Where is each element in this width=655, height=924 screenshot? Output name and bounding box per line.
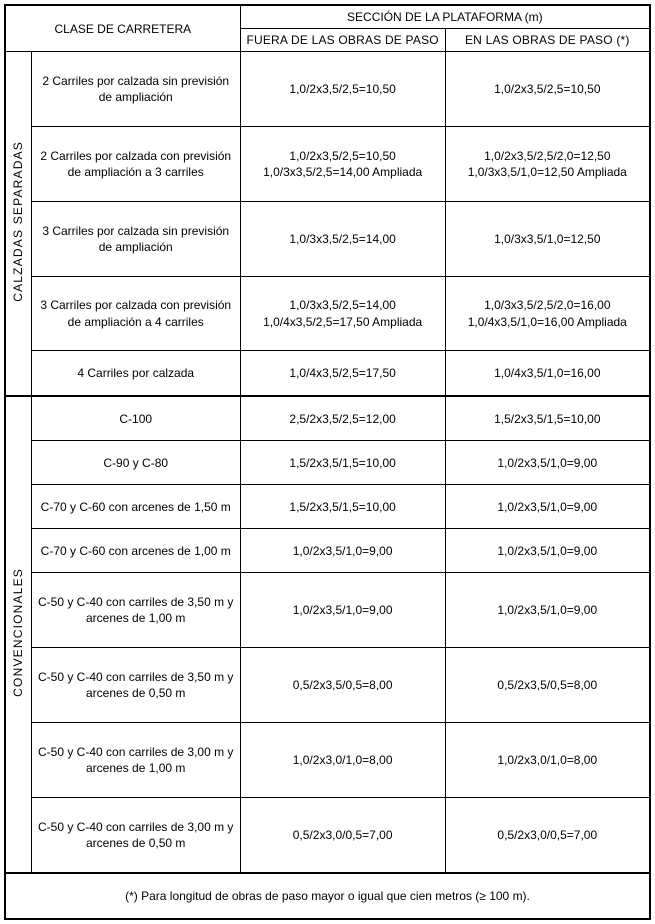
value-line: 1,0/2x3,5/1,0=9,00 bbox=[292, 603, 393, 618]
table-row bbox=[5, 485, 650, 529]
value-line: 1,0/2x3,0/1,0=8,00 bbox=[292, 752, 393, 767]
row-fuera bbox=[240, 396, 445, 441]
value-line: 1,0/2x3,5/2,5/2,0=12,50 bbox=[484, 148, 611, 163]
row-obras bbox=[445, 529, 650, 573]
table-row bbox=[5, 351, 650, 396]
value-line: 1,0/2x3,5/1,0=9,00 bbox=[497, 603, 598, 618]
table-row bbox=[5, 201, 650, 276]
row-class: 2 Carriles por calzada sin previsión de ampliación bbox=[31, 52, 240, 127]
value-line: 1,0/4x3,5/2,5=17,50 Ampliada bbox=[263, 314, 423, 329]
value-line: 1,0/3x3,5/2,5=14,00 Ampliada bbox=[263, 165, 423, 180]
value-line: 1,0/2x3,5/1,0=9,00 bbox=[497, 455, 598, 470]
value-line: 1,0/2x3,5/1,0=9,00 bbox=[497, 499, 598, 514]
value-line: 1,0/4x3,5/2,5=17,50 bbox=[289, 366, 396, 381]
row-obras bbox=[445, 485, 650, 529]
value-line: 1,0/3x3,5/2,5/2,0=16,00 bbox=[484, 298, 611, 313]
value-line: 0,5/2x3,5/0,5=8,00 bbox=[292, 678, 393, 693]
header-row-1 bbox=[5, 5, 650, 29]
value-line: 1,0/2x3,0/1,0=8,00 bbox=[497, 752, 598, 767]
footnote-text: (*) Para longitud de obras de paso mayor o igual que cien metros (≥ 100 m). bbox=[5, 873, 650, 919]
row-obras bbox=[445, 396, 650, 441]
value-line: 1,0/3x3,5/1,0=12,50 Ampliada bbox=[467, 165, 627, 180]
value-line: 1,5/2x3,5/1,5=10,00 bbox=[289, 499, 396, 514]
value-line: 0,5/2x3,0/0,5=7,00 bbox=[292, 827, 393, 842]
table-row bbox=[5, 127, 650, 202]
table-row bbox=[5, 573, 650, 648]
row-fuera bbox=[240, 351, 445, 396]
header-seccion-plataforma: SECCIÓN DE LA PLATAFORMA (m) bbox=[240, 5, 650, 29]
value-line: 0,5/2x3,5/0,5=8,00 bbox=[497, 678, 598, 693]
group-label-text: CONVENCIONALES bbox=[11, 567, 26, 697]
row-class: C-100 bbox=[31, 396, 240, 441]
row-class: C-70 y C-60 con arcenes de 1,50 m bbox=[31, 485, 240, 529]
value-line: 0,5/2x3,0/0,5=7,00 bbox=[497, 827, 598, 842]
row-obras bbox=[445, 351, 650, 396]
row-obras bbox=[445, 276, 650, 351]
row-class: 2 Carriles por calzada con previsión de ampliación a 3 carriles bbox=[31, 127, 240, 202]
row-fuera bbox=[240, 529, 445, 573]
row-fuera bbox=[240, 52, 445, 127]
group-label-convencionales bbox=[5, 396, 31, 873]
row-obras bbox=[445, 127, 650, 202]
row-obras bbox=[445, 201, 650, 276]
row-obras bbox=[445, 441, 650, 485]
table-row bbox=[5, 723, 650, 798]
road-platform-section-table bbox=[4, 4, 651, 920]
header-fuera-obras-paso: FUERA DE LAS OBRAS DE PASO bbox=[240, 29, 445, 52]
row-class: 4 Carriles por calzada bbox=[31, 351, 240, 396]
row-class: C-50 y C-40 con carriles de 3,00 m y arcenes de 1,00 m bbox=[31, 723, 240, 798]
value-line: 1,5/2x3,5/1,5=10,00 bbox=[289, 455, 396, 470]
value-line: 1,0/2x3,5/2,5=10,50 bbox=[289, 148, 396, 163]
row-class: C-50 y C-40 con carriles de 3,00 m y arcenes de 0,50 m bbox=[31, 797, 240, 873]
value-line: 1,0/3x3,5/2,5=14,00 bbox=[289, 298, 396, 313]
row-fuera bbox=[240, 127, 445, 202]
row-obras bbox=[445, 648, 650, 723]
row-fuera bbox=[240, 797, 445, 873]
table-row bbox=[5, 441, 650, 485]
row-fuera bbox=[240, 648, 445, 723]
row-fuera bbox=[240, 201, 445, 276]
value-line: 1,0/2x3,5/1,0=9,00 bbox=[497, 543, 598, 558]
row-obras bbox=[445, 723, 650, 798]
table-row bbox=[5, 276, 650, 351]
value-line: 1,0/4x3,5/1,0=16,00 bbox=[494, 366, 601, 381]
table-row bbox=[5, 52, 650, 127]
table-row bbox=[5, 396, 650, 441]
row-fuera bbox=[240, 441, 445, 485]
group-label-text: CALZADAS SEPARADAS bbox=[11, 141, 26, 302]
table-row bbox=[5, 529, 650, 573]
value-line: 1,0/4x3,5/1,0=16,00 Ampliada bbox=[467, 314, 627, 329]
value-line: 1,0/3x3,5/2,5=14,00 bbox=[289, 231, 396, 246]
row-obras bbox=[445, 797, 650, 873]
row-class: C-90 y C-80 bbox=[31, 441, 240, 485]
value-line: 1,0/2x3,5/1,0=9,00 bbox=[292, 543, 393, 558]
row-fuera bbox=[240, 485, 445, 529]
value-line: 1,5/2x3,5/1,5=10,00 bbox=[494, 411, 601, 426]
row-class: C-70 y C-60 con arcenes de 1,00 m bbox=[31, 529, 240, 573]
value-line: 1,0/2x3,5/2,5=10,50 bbox=[289, 82, 396, 97]
row-obras bbox=[445, 52, 650, 127]
header-class-carretera: CLASE DE CARRETERA bbox=[5, 5, 240, 52]
value-line: 1,0/2x3,5/2,5=10,50 bbox=[494, 82, 601, 97]
row-class: C-50 y C-40 con carriles de 3,50 m y arcenes de 1,00 m bbox=[31, 573, 240, 648]
group-label-calzadas-separadas bbox=[5, 52, 31, 396]
value-line: 2,5/2x3,5/2,5=12,00 bbox=[289, 411, 396, 426]
row-class: 3 Carriles por calzada con previsión de ampliación a 4 carriles bbox=[31, 276, 240, 351]
row-fuera bbox=[240, 573, 445, 648]
row-obras bbox=[445, 573, 650, 648]
table-body bbox=[5, 52, 650, 919]
row-fuera bbox=[240, 276, 445, 351]
table-footnote-row bbox=[5, 873, 650, 919]
row-fuera bbox=[240, 723, 445, 798]
table-header bbox=[5, 5, 650, 52]
value-line: 1,0/3x3,5/1,0=12,50 bbox=[494, 231, 601, 246]
table-row bbox=[5, 648, 650, 723]
row-class: 3 Carriles por calzada sin previsión de ampliación bbox=[31, 201, 240, 276]
row-class: C-50 y C-40 con carriles de 3,50 m y arcenes de 0,50 m bbox=[31, 648, 240, 723]
table-row bbox=[5, 797, 650, 873]
header-en-obras-paso: EN LAS OBRAS DE PASO (*) bbox=[445, 29, 650, 52]
